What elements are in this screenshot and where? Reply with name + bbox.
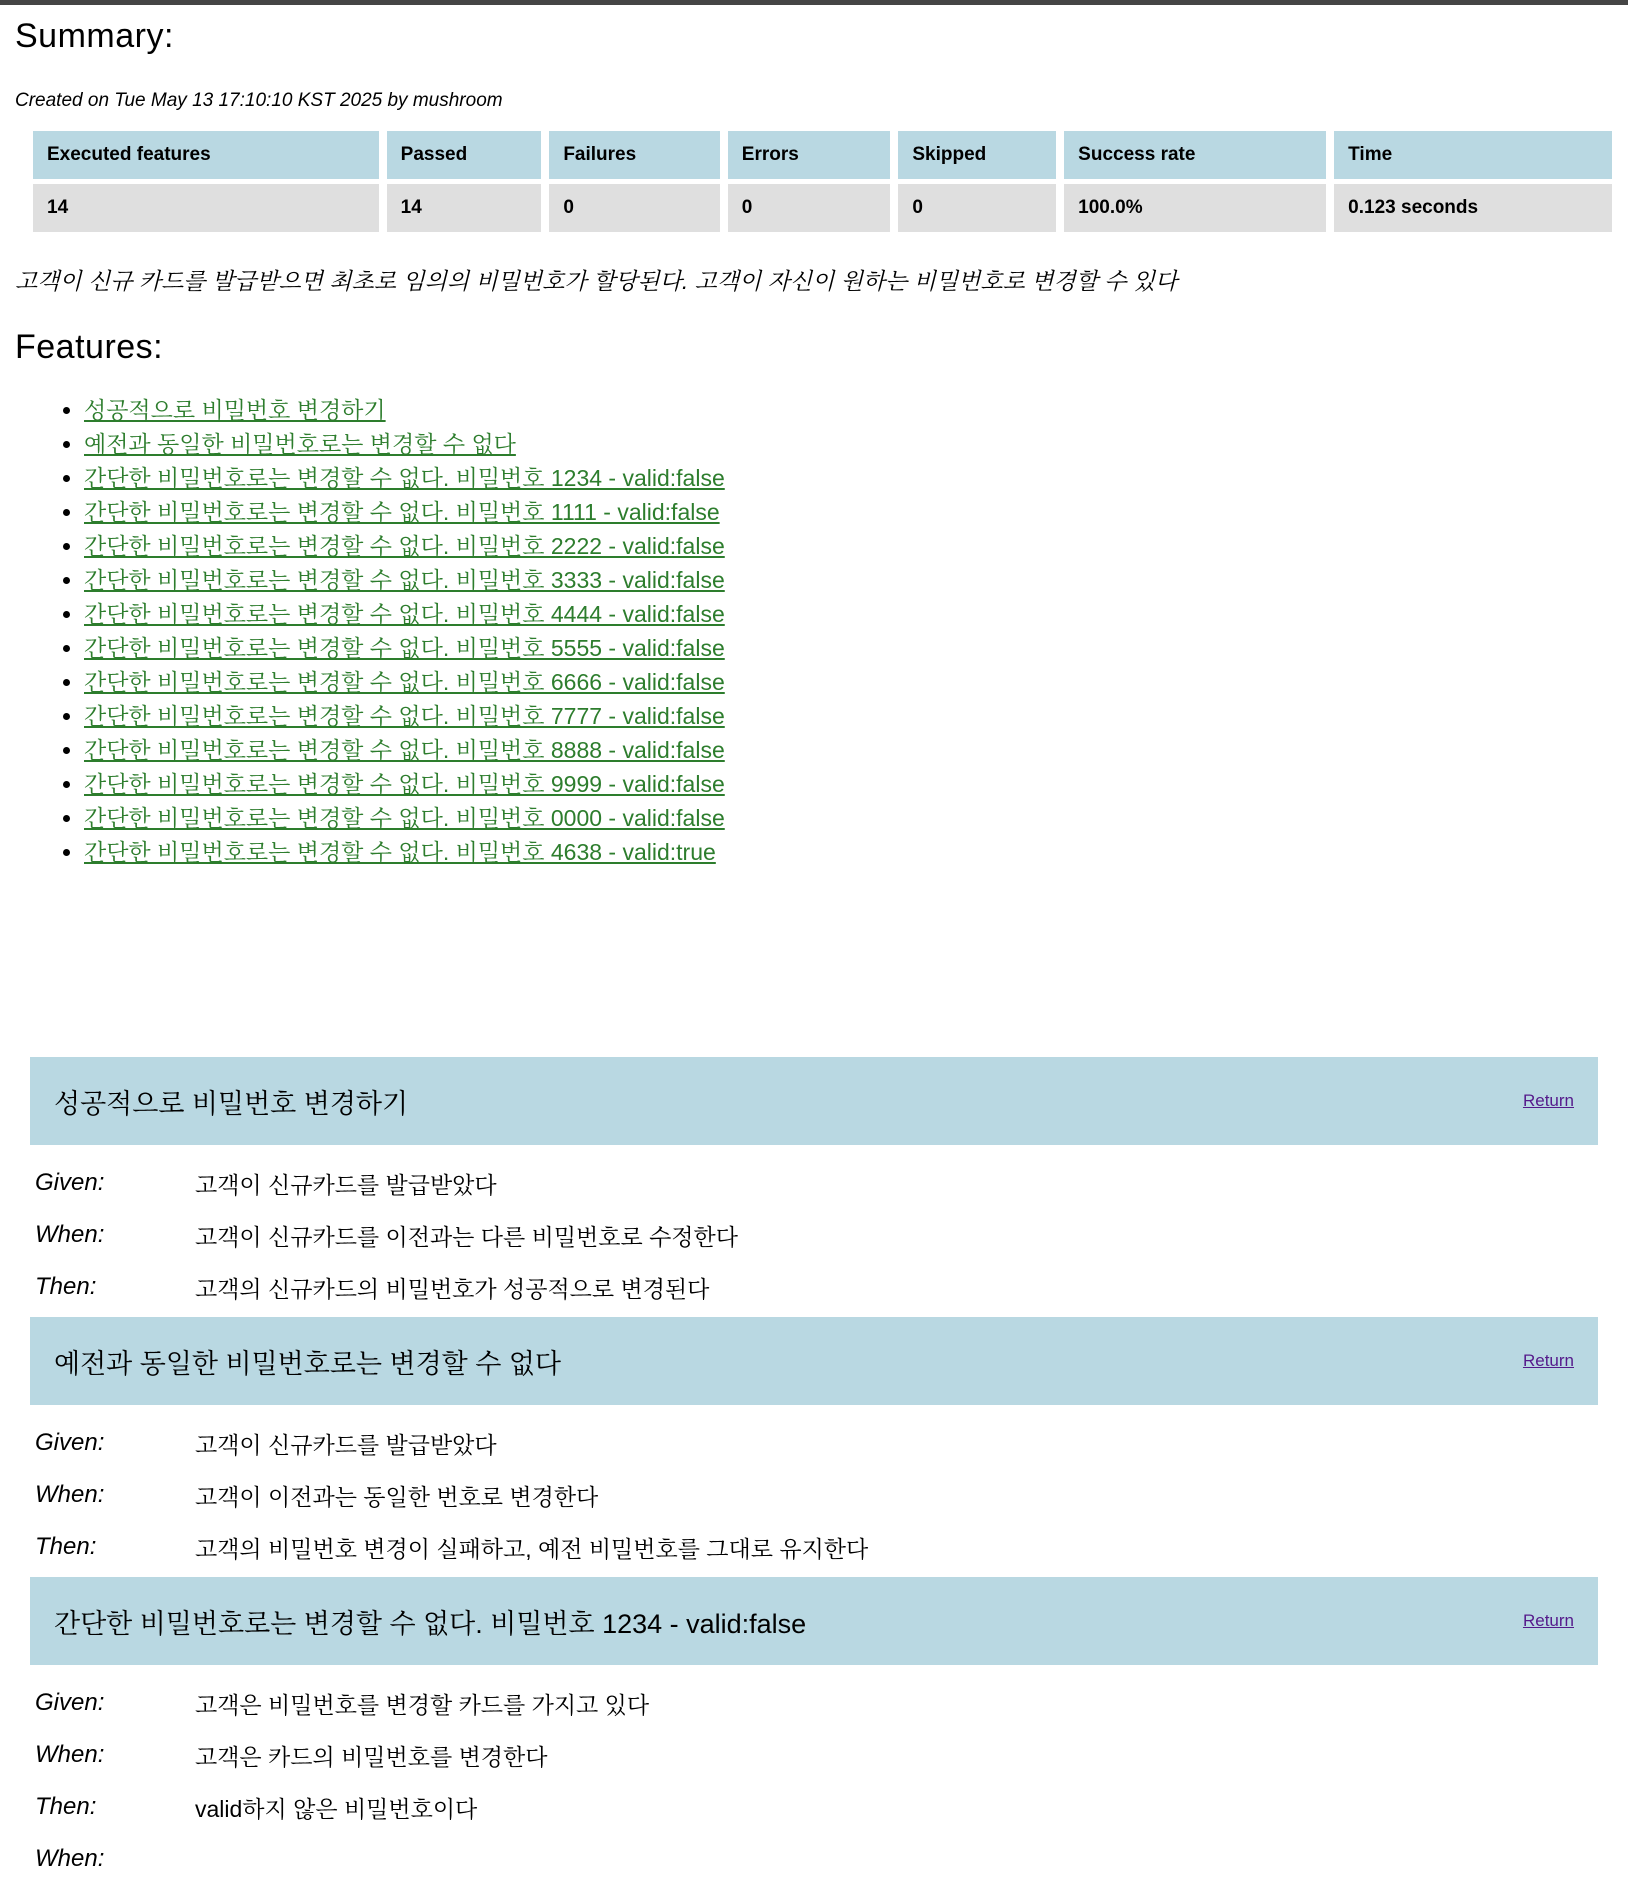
feature-list-item <box>84 631 1628 665</box>
feature-list-item <box>84 427 1628 461</box>
scenario-steps <box>0 1145 1628 1317</box>
scenario-steps <box>0 1405 1628 1577</box>
scenario-step-row <box>0 1417 1628 1469</box>
feature-list-item <box>84 767 1628 801</box>
feature-list-item <box>84 393 1628 427</box>
step-text: 고객이 신규카드를 발급받았다 <box>195 1431 497 1458</box>
feature-link[interactable]: 간단한 비밀번호로는 변경할 수 없다. 비밀번호 7777 - valid:false <box>84 703 725 729</box>
feature-list-item <box>84 801 1628 835</box>
scenario-title: 성공적으로 비밀번호 변경하기 <box>54 1088 409 1119</box>
step-text: 고객이 신규카드를 발급받았다 <box>195 1171 497 1198</box>
scenario-step-row <box>0 1729 1628 1781</box>
summary-header-cell: Executed features <box>33 131 379 179</box>
summary-header-row <box>33 131 1612 179</box>
feature-list-item <box>84 563 1628 597</box>
scenario-step-row <box>0 1261 1628 1313</box>
step-text: 고객이 신규카드를 이전과는 다른 비밀번호로 수정한다 <box>195 1223 738 1250</box>
scenario-steps <box>0 1665 1628 1889</box>
feature-description: 고객이 신규 카드를 발급받으면 최초로 임의의 비밀번호가 할당된다. 고객이 자신이 원하는 비밀번호로 변경할 수 있다 <box>15 268 1178 294</box>
feature-link[interactable]: 간단한 비밀번호로는 변경할 수 없다. 비밀번호 5555 - valid:false <box>84 635 725 661</box>
scenario-step-row <box>0 1157 1628 1209</box>
step-text: 고객의 신규카드의 비밀번호가 성공적으로 변경된다 <box>195 1275 710 1302</box>
summary-value-cell: 14 <box>387 184 542 232</box>
feature-list-item <box>84 665 1628 699</box>
feature-link[interactable]: 성공적으로 비밀번호 변경하기 <box>84 397 386 423</box>
feature-list-item <box>84 529 1628 563</box>
summary-value-cell: 14 <box>33 184 379 232</box>
summary-value-cell: 0 <box>549 184 719 232</box>
step-text: valid하지 않은 비밀번호이다 <box>195 1795 478 1822</box>
scenario-step-row <box>0 1833 1628 1885</box>
summary-header-cell: Failures <box>549 131 719 179</box>
scenario-step-row <box>0 1469 1628 1521</box>
feature-list-item <box>84 597 1628 631</box>
feature-link[interactable]: 간단한 비밀번호로는 변경할 수 없다. 비밀번호 1111 - valid:false <box>84 499 720 525</box>
summary-value-cell: 0 <box>898 184 1056 232</box>
feature-list-item <box>84 733 1628 767</box>
features-title: Features: <box>15 328 164 366</box>
scenario-section <box>0 1057 1628 1317</box>
scenario-step-row <box>0 1781 1628 1833</box>
step-text: 고객은 비밀번호를 변경할 카드를 가지고 있다 <box>195 1691 650 1718</box>
scenario-title: 간단한 비밀번호로는 변경할 수 없다. 비밀번호 1234 - valid:false <box>54 1608 807 1639</box>
summary-header-cell: Time <box>1334 131 1612 179</box>
step-keyword: Given: <box>35 1689 105 1716</box>
scenario-step-row <box>0 1209 1628 1261</box>
created-line: Created on Tue May 13 17:10:10 KST 2025 by mushroom <box>15 90 503 111</box>
feature-link[interactable]: 간단한 비밀번호로는 변경할 수 없다. 비밀번호 6666 - valid:false <box>84 669 725 695</box>
scenario-step-row <box>0 1677 1628 1729</box>
feature-list-item <box>84 835 1628 869</box>
feature-list-item <box>84 699 1628 733</box>
feature-link[interactable]: 간단한 비밀번호로는 변경할 수 없다. 비밀번호 0000 - valid:false <box>84 805 725 831</box>
scenario-title: 예전과 동일한 비밀번호로는 변경할 수 없다 <box>54 1348 561 1379</box>
step-text: 고객의 비밀번호 변경이 실패하고, 예전 비밀번호를 그대로 유지한다 <box>195 1535 869 1562</box>
feature-link[interactable]: 간단한 비밀번호로는 변경할 수 없다. 비밀번호 8888 - valid:false <box>84 737 725 763</box>
summary-table <box>25 126 1620 237</box>
step-keyword: When: <box>35 1481 105 1508</box>
scenario-header <box>30 1577 1598 1665</box>
scenario-header <box>30 1057 1598 1145</box>
scenario-section <box>0 1577 1628 1889</box>
step-keyword: Then: <box>35 1533 97 1560</box>
summary-header-cell: Errors <box>728 131 891 179</box>
step-keyword: When: <box>35 1741 105 1768</box>
step-text: 고객이 이전과는 동일한 번호로 변경한다 <box>195 1483 599 1510</box>
summary-header-cell: Skipped <box>898 131 1056 179</box>
summary-title: Summary: <box>15 17 174 55</box>
step-keyword: When: <box>35 1221 105 1248</box>
feature-list-item <box>84 461 1628 495</box>
feature-link[interactable]: 간단한 비밀번호로는 변경할 수 없다. 비밀번호 2222 - valid:false <box>84 533 725 559</box>
summary-header-cell: Success rate <box>1064 131 1326 179</box>
scenarios-container <box>0 1057 1628 1889</box>
return-link[interactable]: Return <box>1522 1351 1574 1370</box>
step-keyword: Given: <box>35 1169 105 1196</box>
summary-header-cell: Passed <box>387 131 542 179</box>
feature-list-item <box>84 495 1628 529</box>
return-link[interactable]: Return <box>1522 1091 1574 1110</box>
step-text: 고객은 카드의 비밀번호를 변경한다 <box>195 1743 548 1770</box>
step-keyword: Then: <box>35 1793 97 1820</box>
feature-list <box>0 393 1628 869</box>
feature-link[interactable]: 간단한 비밀번호로는 변경할 수 없다. 비밀번호 4638 - valid:true <box>84 839 716 865</box>
feature-link[interactable]: 예전과 동일한 비밀번호로는 변경할 수 없다 <box>84 431 516 457</box>
window-top-edge <box>0 0 1628 5</box>
feature-link[interactable]: 간단한 비밀번호로는 변경할 수 없다. 비밀번호 3333 - valid:false <box>84 567 725 593</box>
step-keyword: When: <box>35 1845 105 1872</box>
feature-link[interactable]: 간단한 비밀번호로는 변경할 수 없다. 비밀번호 1234 - valid:false <box>84 465 725 491</box>
summary-value-cell: 100.0% <box>1064 184 1326 232</box>
summary-value-row <box>33 184 1612 232</box>
feature-link[interactable]: 간단한 비밀번호로는 변경할 수 없다. 비밀번호 9999 - valid:false <box>84 771 725 797</box>
feature-link[interactable]: 간단한 비밀번호로는 변경할 수 없다. 비밀번호 4444 - valid:false <box>84 601 725 627</box>
scenario-section <box>0 1317 1628 1577</box>
step-keyword: Given: <box>35 1429 105 1456</box>
return-link[interactable]: Return <box>1522 1611 1574 1630</box>
summary-value-cell: 0.123 seconds <box>1334 184 1612 232</box>
scenario-step-row <box>0 1521 1628 1573</box>
summary-value-cell: 0 <box>728 184 891 232</box>
step-keyword: Then: <box>35 1273 97 1300</box>
scenario-header <box>30 1317 1598 1405</box>
